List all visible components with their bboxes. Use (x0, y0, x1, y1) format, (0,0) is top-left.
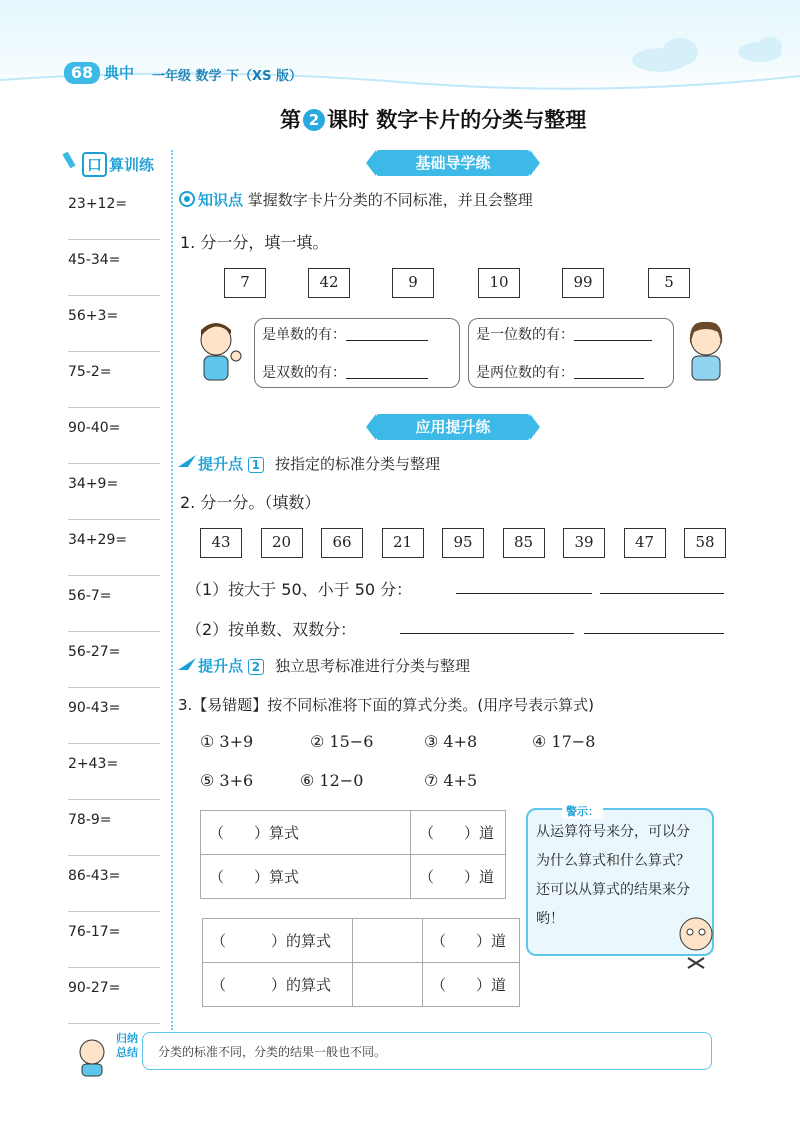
q2-sub2-blank-a[interactable] (400, 620, 574, 634)
calc-item[interactable]: 78-9= (68, 800, 160, 856)
q2-sub2-label: （2）按单数、双数分： (186, 620, 357, 639)
section-banner-basic: 基础导学练 (376, 150, 530, 176)
number-card: 66 (321, 528, 363, 558)
calc-item[interactable]: 56-27= (68, 632, 160, 688)
calc-item[interactable]: 90-43= (68, 688, 160, 744)
hint-text: 从运算符号来分，可以分为什么算式和什么算式？还可以从算式的结果来分哟！ (536, 824, 690, 927)
summary-kid-icon (72, 1036, 112, 1078)
calc-item[interactable]: 90-27= (68, 968, 160, 1024)
number-card: 5 (648, 268, 690, 298)
calc-item[interactable]: 56+3= (68, 296, 160, 352)
q2-sub1 (186, 577, 412, 600)
t2-r2-c1[interactable]: （ ）的算式 (203, 963, 353, 1007)
t2-r2-spacer (353, 963, 423, 1007)
q2-sub2 (186, 617, 356, 640)
number-card: 58 (684, 528, 726, 558)
number-card: 7 (224, 268, 266, 298)
two-digit-line (476, 362, 644, 382)
kid-hint-illustration (674, 912, 718, 972)
calc-item[interactable]: 75-2= (68, 352, 160, 408)
number-card: 9 (392, 268, 434, 298)
tp1-text: 按指定的标准分类与整理 (274, 455, 440, 473)
calc-item[interactable]: 76-17= (68, 912, 160, 968)
section-banner-advanced: 应用提升练 (376, 414, 530, 440)
expression-item: ⑥ 12−0 (300, 771, 364, 790)
calc-item[interactable]: 34+9= (68, 464, 160, 520)
even-label: 是双数的有： (262, 365, 346, 381)
number-card: 20 (261, 528, 303, 558)
number-card: 85 (503, 528, 545, 558)
t2-r1-spacer (353, 919, 423, 963)
q2-sub1-blank-a[interactable] (456, 580, 592, 594)
calc-item[interactable]: 2+43= (68, 744, 160, 800)
expression-item: ① 3+9 (200, 732, 254, 751)
knowledge-point (198, 189, 533, 210)
improvement-point-2 (198, 655, 470, 676)
calc-item[interactable]: 23+12= (68, 184, 160, 240)
lesson-title (280, 104, 586, 134)
book-title: 一年级 数学 下（XS 版） (152, 69, 302, 84)
even-answer-blank[interactable] (346, 365, 428, 379)
number-card: 99 (562, 268, 604, 298)
rocket-icon-2 (176, 656, 198, 672)
tp1-num: 1 (248, 457, 264, 473)
odd-answer-blank[interactable] (346, 327, 428, 341)
number-card: 47 (624, 528, 666, 558)
review-title (82, 152, 154, 177)
tp2-text: 独立思考标准进行分类与整理 (274, 657, 470, 675)
rocket-icon (176, 453, 198, 469)
review-title-box: 口 (82, 152, 107, 177)
question-2: 2. 分一分。（填数） (180, 493, 321, 512)
t2-r2-c2[interactable]: （ ）道 (423, 963, 520, 1007)
title-prefix: 第 (280, 108, 301, 132)
one-digit-answer-blank[interactable] (574, 327, 652, 341)
number-card: 42 (308, 268, 350, 298)
boy-illustration (192, 318, 252, 384)
number-card: 95 (442, 528, 484, 558)
target-icon (178, 190, 196, 208)
classify-table-1 (200, 810, 506, 899)
calc-item[interactable]: 56-7= (68, 576, 160, 632)
girl-illustration (682, 318, 730, 384)
t1-r2-c2[interactable]: （ ）道 (411, 855, 506, 899)
t1-r2-c1[interactable]: （ ）算式 (201, 855, 411, 899)
lesson-number: 2 (303, 109, 325, 131)
summary-tag: 归纳总结 (116, 1032, 138, 1059)
t1-r1-c2[interactable]: （ ）道 (411, 811, 506, 855)
tp2-tag: 提升点 (198, 657, 244, 675)
title-text: 课时 数字卡片的分类与整理 (327, 108, 587, 132)
tp1-tag: 提升点 (198, 455, 244, 473)
cloud-icon (620, 30, 790, 80)
brand-logo: 典中 (104, 64, 135, 82)
q2-sub1-blank-b[interactable] (600, 580, 724, 594)
number-card: 21 (382, 528, 424, 558)
number-card: 10 (478, 268, 520, 298)
kp-text: 掌握数字卡片分类的不同标准，并且会整理 (247, 191, 533, 209)
classify-table-2 (202, 918, 520, 1007)
expression-item: ⑤ 3+6 (200, 771, 254, 790)
question-1: 1. 分一分，填一填。 (180, 233, 329, 252)
hint-label: 警示： (562, 803, 603, 819)
q2-sub2-blank-b[interactable] (584, 620, 724, 634)
expression-item: ③ 4+8 (424, 732, 478, 751)
question-3: 3.【易错题】按不同标准将下面的算式分类。(用序号表示算式) (178, 696, 595, 714)
improvement-point-1 (198, 453, 440, 474)
calc-item[interactable]: 45-34= (68, 240, 160, 296)
review-title-text: 算训练 (109, 156, 155, 174)
one-digit-line (476, 324, 652, 344)
expression-item: ⑦ 4+5 (424, 771, 478, 790)
two-digit-answer-blank[interactable] (574, 365, 644, 379)
kp-tag: 知识点 (198, 191, 244, 209)
calc-item[interactable]: 90-40= (68, 408, 160, 464)
page-number: 68 (64, 62, 100, 84)
t2-r1-c1[interactable]: （ ）的算式 (203, 919, 353, 963)
odd-line (262, 324, 428, 344)
expression-item: ④ 17−8 (532, 732, 596, 751)
calc-item[interactable]: 86-43= (68, 856, 160, 912)
q2-sub1-label: （1）按大于 50、小于 50 分： (186, 580, 413, 599)
column-divider (171, 150, 173, 1030)
even-line (262, 362, 428, 382)
number-card: 43 (200, 528, 242, 558)
calc-item[interactable]: 34+29= (68, 520, 160, 576)
two-digit-label: 是两位数的有： (476, 365, 574, 381)
t1-r1-c1[interactable]: （ ）算式 (201, 811, 411, 855)
one-digit-label: 是一位数的有： (476, 327, 574, 343)
odd-label: 是单数的有： (262, 327, 346, 343)
tp2-num: 2 (248, 659, 264, 675)
expression-item: ② 15−6 (310, 732, 374, 751)
summary-text: 分类的标准不同，分类的结果一般也不同。 (158, 1045, 387, 1059)
t2-r1-c2[interactable]: （ ）道 (423, 919, 520, 963)
number-card: 39 (563, 528, 605, 558)
